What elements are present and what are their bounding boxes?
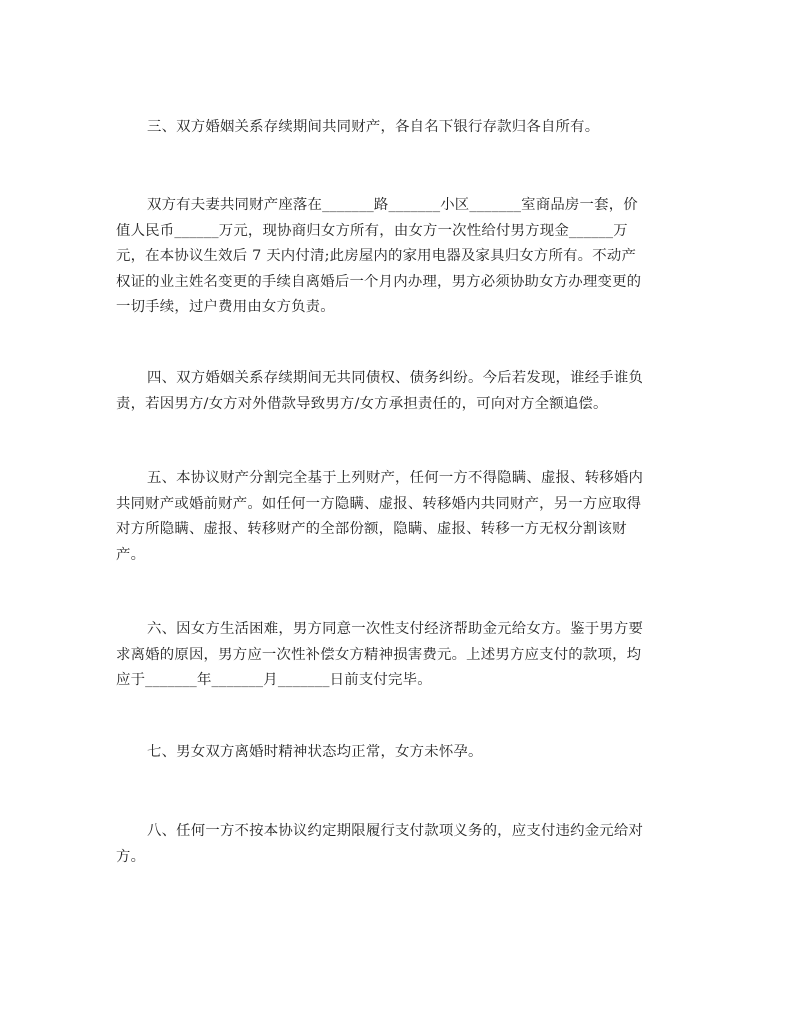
paragraph-line: 四、双方婚姻关系存续期间无共同债权、债务纠纷。今后若发现，谁经手谁负 [147, 370, 644, 386]
paragraph-line: 双方有夫妻共同财产座落在_______路_______小区_______室商品房一套，价 [147, 197, 638, 213]
paragraph-line: 责，若因男方/女方对外借款导致男方/女方承担责任的，可向对方全额追偿。 [116, 395, 608, 412]
paragraph-line: 求离婚的原因，男方应一次性补偿女方精神损害费元。上述男方应支付的款项，均 [116, 646, 642, 663]
paragraph-line: 对方所隐瞒、虚报、转移财产的全部份额，隐瞒、虚报、转移一方无权分割该财 [116, 521, 627, 537]
paragraph-line: 方。 [116, 848, 146, 865]
paragraph-line: 六、因女方生活困难，男方同意一次性支付经济帮助金元给女方。鉴于男方要 [147, 621, 644, 637]
paragraph-line: 值人民币______万元，现协商归女方所有，由女方一次性给付男方现金______万 [116, 222, 628, 239]
clause-6-paragraph [116, 617, 686, 694]
paragraph-line: 五、本协议财产分割完全基于上列财产，任何一方不得隐瞒、虚报、转移婚内 [147, 470, 644, 486]
paragraph-line: 权证的业主姓名变更的手续自离婚后一个月内办理，男方必须协助女方办理变更的 [116, 273, 642, 290]
clause-8-paragraph [116, 819, 686, 870]
paragraph-line: 产。 [116, 546, 146, 563]
clause-5-paragraph [116, 466, 686, 568]
paragraph-line: 三、双方婚姻关系存续期间共同财产，各自名下银行存款归各自所有。 [147, 119, 600, 135]
paragraph-line: 应于_______年_______月_______日前支付完毕。 [116, 672, 432, 688]
paragraph-line: 元，在本协议生效后 7 天内付清;此房屋内的家用电器及家具归女方所有。不动产 [116, 248, 637, 264]
clause-3-property-paragraph [116, 193, 686, 321]
clause-7-paragraph [116, 740, 686, 766]
paragraph-line: 共同财产或婚前财产。如任何一方隐瞒、虚报、转移婚内共同财产，另一方应取得 [116, 495, 642, 512]
clause-3-paragraph [116, 115, 686, 141]
paragraph-line: 一切手续，过户费用由女方负责。 [116, 299, 335, 315]
clause-4-paragraph [116, 366, 686, 417]
paragraph-line: 八、任何一方不按本协议约定期限履行支付款项义务的，应支付违约金元给对 [147, 823, 644, 839]
paragraph-line: 七、男女双方离婚时精神状态均正常，女方未怀孕。 [147, 744, 483, 760]
